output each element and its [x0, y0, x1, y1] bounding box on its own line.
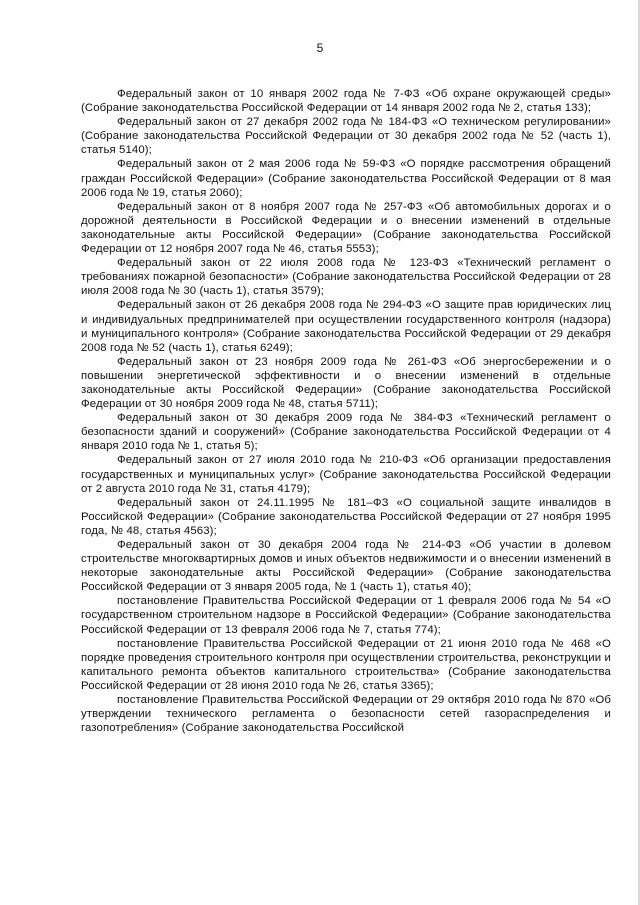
- legal-act-paragraph: Федеральный закон от 22 июля 2008 года № 123-ФЗ «Технический регламент о требованиях пожарной безопасности» (Собрание законодательства Российской Федерации от 28 июля 2008 года № 30 (часть 1), статья 3579);: [81, 257, 611, 298]
- legal-act-paragraph: Федеральный закон от 30 декабря 2004 года № 214-ФЗ «Об участии в долевом строительстве многоквартирных домов и иных объектов недвижимости и о внесении изменений в некоторые законодательные акты Российской Федерации» (Собрание законодательства Российской Федерации от 3 января 2005 года, № 1 (часть 1), статья 40);: [81, 539, 611, 594]
- legal-act-paragraph: Федеральный закон от 30 декабря 2009 года № 384-ФЗ «Технический регламент о безопасности зданий и сооружений» (Собрание законодательства Российской Федерации от 4 января 2010 года № 1, статья 5);: [81, 412, 611, 453]
- government-decree-paragraph: постановление Правительства Российской Федерации от 1 февраля 2006 года № 54 «О государственном строительном надзоре в Российской Федерации» (Собрание законодательства Российской Федерации от 13 февраля 2006 года № 7, статья 774);: [81, 595, 611, 636]
- page-number: 5: [316, 41, 324, 55]
- legal-act-paragraph: Федеральный закон от 10 января 2002 года № 7-ФЗ «Об охране окружающей среды» (Собрание законодательства Российской Федерации от 14 января 2002 года № 2, статья 133);: [81, 88, 611, 115]
- legal-act-paragraph: Федеральный закон от 26 декабря 2008 года № 294-ФЗ «О защите прав юридических лиц и индивидуальных предпринимателей при осуществлении государственного контроля (надзора) и муниципального контроля» (Собрание законодательства Российской Федерации от 29 декабря 2008 года № 52 (часть 1), статья 6249);: [81, 299, 611, 354]
- legal-act-paragraph: Федеральный закон от 27 декабря 2002 года № 184-ФЗ «О техническом регулировании» (Собрание законодательства Российской Федерации от 30 декабря 2002 года № 52 (часть 1), статья 5140);: [81, 116, 611, 157]
- legal-acts-list: [81, 87, 611, 735]
- legal-act-paragraph: Федеральный закон от 23 ноября 2009 года № 261-ФЗ «Об энергосбережении и о повышении энергетической эффективности и о внесении изменений в отдельные законодательные акты Российской Федерации» (Собрание законодательства Российской Федерации от 30 ноября 2009 года № 48, статья 5711);: [81, 355, 611, 411]
- legal-act-paragraph: Федеральный закон от 8 ноября 2007 года № 257-ФЗ «Об автомобильных дорогах и о дорожной деятельности в Российской Федерации и о внесении изменений в отдельные законодательные акты Российской Федерации» (Собрание законодательства Российской Федерации от 12 ноября 2007 года № 46, статья 5553);: [81, 200, 611, 256]
- government-decree-paragraph: постановление Правительства Российской Федерации от 29 октября 2010 года № 870 «Об утверждении технического регламента о безопасности сетей газораспределения и газопотребления» (Собрание законодательства Российской: [81, 694, 611, 735]
- legal-act-paragraph: Федеральный закон от 2 мая 2006 года № 59-ФЗ «О порядке рассмотрения обращений граждан Российской Федерации» (Собрание законодательства Российской Федерации от 8 мая 2006 года № 19, статья 2060);: [81, 158, 611, 199]
- legal-act-paragraph: Федеральный закон от 24.11.1995 № 181–ФЗ «О социальной защите инвалидов в Российской Федерации» (Собрание законодательства Российской Федерации от 27 ноября 1995 года, № 48, статья 4563);: [81, 496, 611, 537]
- government-decree-paragraph: постановление Правительства Российской Федерации от 21 июня 2010 года № 468 «О порядке проведения строительного контроля при осуществлении строительства, реконструкции и капитального ремонта объектов капитального строительства» (Собрание законодательства Российской Федерации от 28 июня 2010 года № 26, статья 3365);: [81, 637, 611, 692]
- legal-act-paragraph: Федеральный закон от 27 июля 2010 года № 210-ФЗ «Об организации предоставления государственных и муниципальных услуг» (Собрание законодательства Российской Федерации от 2 августа 2010 года № 31, статья 4179);: [81, 454, 611, 495]
